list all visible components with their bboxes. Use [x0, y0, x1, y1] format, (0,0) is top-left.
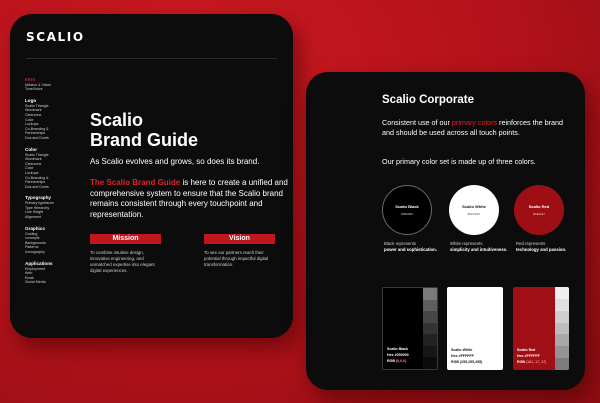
red-card-rgb [517, 360, 546, 364]
red-tint-strip [555, 287, 569, 370]
sidebar-item[interactable]: Partnerships [25, 131, 46, 136]
sidebar-item[interactable]: Partnerships [25, 180, 46, 185]
white-card-rgb [451, 360, 482, 364]
black-rgb-value: (0,0,0) [395, 359, 407, 363]
swatch-red-hex: #AE1117 [533, 212, 545, 216]
black-desc-bold: power and sophistication. [384, 247, 437, 252]
white-description [450, 241, 508, 253]
sidebar-item[interactable]: Clearzone [25, 161, 42, 166]
corporate-paragraph [382, 118, 572, 138]
sidebar-item[interactable]: Patterns [25, 245, 39, 250]
sidebar-item[interactable]: Dos and Donts [25, 135, 49, 140]
red-color-card [513, 287, 569, 370]
sidebar-item[interactable]: Primary typefaces [25, 201, 54, 206]
sidebar-item[interactable]: Dos and Donts [25, 184, 49, 189]
red-description [516, 241, 574, 253]
sidebar-item[interactable]: Color [25, 117, 34, 122]
intro-paragraph [90, 178, 290, 220]
white-rgb-value: (255,255,255) [459, 360, 483, 364]
sidebar-item[interactable]: Guiding [25, 231, 38, 236]
corporate-title: Scalio Corporate [382, 94, 475, 106]
black-color-card [382, 287, 438, 370]
sidebar-item[interactable]: Color [25, 166, 34, 171]
sidebar-group [25, 78, 75, 92]
title-line-1: Scalio [90, 110, 144, 130]
swatch-black-hex: #000000 [401, 212, 413, 216]
white-rgb-label: RGB [451, 360, 460, 364]
sidebar-heading[interactable]: Graphics [25, 225, 45, 231]
para-post: reinforces the brand and should be used across all touch points. [382, 118, 563, 137]
white-desc-bold: simplicity and intuitiveness. [450, 247, 508, 252]
vision-heading: Vision [204, 234, 275, 244]
red-desc-bold: technology and passion. [516, 247, 567, 252]
red-card-name: Scalio Red [517, 348, 536, 352]
sidebar-item[interactable]: Tone/Voice [25, 87, 43, 92]
swatch-red-name: Scalio Red [528, 204, 550, 209]
white-color-card [447, 287, 503, 370]
mission-text: To combine intuitive design, innovative engineering, and unmatched expertise into elegant digital experiences. [90, 250, 155, 273]
intro-highlight: The Scalio Brand Guide [90, 178, 181, 187]
sidebar-item[interactable]: Email [25, 275, 34, 280]
red-card-hex: Hex #FFFFFF [517, 354, 540, 358]
vision-text: To see our partners reach their potential through impactful digital transformation. [204, 250, 269, 267]
sidebar-group [25, 98, 75, 141]
sidebar-group [25, 147, 75, 190]
sidebar-group [25, 261, 75, 285]
sidebar-item[interactable]: Mission & Vision [25, 82, 52, 87]
sidebar-item[interactable]: Clearzone [25, 112, 42, 117]
sidebar-heading[interactable]: Color [25, 146, 37, 152]
title-line-2: Brand Guide [90, 130, 199, 150]
sidebar-item[interactable]: Co-Branding & [25, 126, 49, 131]
sidebar-item[interactable]: Scalio Triangle [25, 152, 49, 157]
vision-block [204, 234, 275, 268]
swatch-white [449, 185, 499, 235]
sidebar-item[interactable]: Backgrounds [25, 240, 46, 245]
swatch-white-name: Scalio White [462, 204, 486, 209]
black-rgb-label: RGB [387, 359, 396, 363]
sidebar-group [25, 195, 75, 219]
sidebar-item[interactable]: Alignment [25, 215, 41, 220]
brand-guide-panel [10, 14, 293, 338]
sidebar-item[interactable]: Line Height [25, 210, 44, 215]
sidebar-heading[interactable]: Applications [25, 260, 53, 266]
primary-colors-link: primary colors [451, 118, 498, 127]
tagline: As Scalio evolves and grows, so does its brand. [90, 157, 260, 166]
red-rgb-label: RGB [517, 360, 526, 364]
mission-heading: Mission [90, 234, 161, 244]
sidebar-item[interactable]: Scalio Triangle [25, 103, 49, 108]
sidebar-item[interactable]: Iconography [25, 250, 45, 255]
sidebar-nav [25, 78, 75, 291]
page-title [90, 110, 198, 150]
sidebar-heading[interactable]: Intro [25, 77, 36, 82]
black-card-name: Scalio Black [387, 347, 409, 351]
red-desc-pre: Red represents [516, 241, 546, 246]
swatch-black [382, 185, 432, 235]
sidebar-item[interactable]: Type Hierarchy [25, 205, 50, 210]
swatch-black-name: Scalio Black [395, 204, 419, 209]
sidebar-item[interactable]: Wordmark [25, 157, 42, 162]
sidebar-item[interactable]: Web [25, 271, 33, 276]
sidebar-heading[interactable]: Typography [25, 195, 51, 201]
sidebar-item[interactable]: Co-Branding & [25, 175, 49, 180]
color-set-paragraph: Our primary color set is made up of three colors. [382, 157, 536, 166]
intro-text: is here to create a unified and comprehensive system to ensure that the Scalio brand remains consistent through every touchpoint and representation. [90, 178, 288, 219]
scalio-logo: SCALIO [26, 30, 85, 44]
black-card-hex: Hex #000000 [387, 353, 409, 357]
red-rgb-value: (181, 17, 17) [525, 360, 547, 364]
sidebar-item[interactable]: Wordmark [25, 108, 42, 113]
mission-block [90, 234, 161, 274]
sidebar-item[interactable]: Social Media [25, 280, 46, 285]
sidebar-group [25, 226, 75, 255]
sidebar-item[interactable]: Lockups [25, 170, 39, 175]
sidebar-item[interactable]: Lockups [25, 122, 39, 127]
swatch-white-hex: #FFFFFF [467, 212, 481, 216]
para-pre: Consistent use of our [382, 118, 452, 127]
black-description [384, 241, 442, 253]
white-desc-pre: White represents [450, 241, 483, 246]
sidebar-item[interactable]: Employment [25, 266, 45, 271]
white-card-name: Scalio White [451, 348, 473, 352]
black-card-rgb [387, 359, 406, 363]
header-divider [26, 58, 277, 59]
white-card-hex: Hex #FFFFFF [451, 354, 474, 358]
black-desc-pre: Black represents [384, 241, 417, 246]
sidebar-item[interactable]: concepts [25, 236, 40, 241]
swatch-red [514, 185, 564, 235]
corporate-colors-panel [306, 72, 585, 390]
sidebar-heading[interactable]: Logo [25, 97, 37, 103]
black-tint-strip [423, 288, 437, 369]
